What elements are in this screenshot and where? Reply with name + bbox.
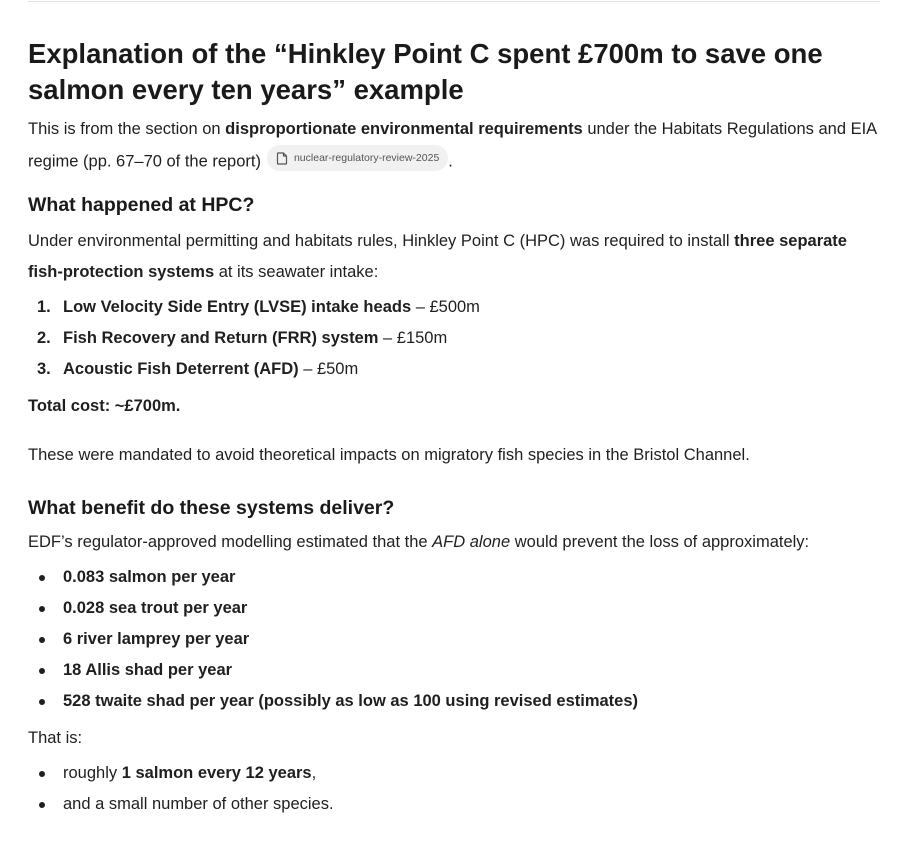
heading-benefit: What benefit do these systems deliver?	[28, 496, 395, 519]
total-cost	[28, 391, 880, 422]
species-item: 0.083 salmon per year	[63, 567, 236, 586]
summary-bold: 1 salmon every 12 years	[121, 763, 312, 782]
list-number: 1.	[37, 297, 51, 316]
top-divider	[28, 1, 880, 2]
intro-trailing: .	[448, 152, 453, 171]
summary-list	[28, 758, 880, 820]
benefit-text-after: would prevent the loss of approximately:	[510, 532, 810, 551]
bullet-icon	[39, 668, 45, 674]
species-item: 0.028 sea trout per year	[63, 598, 248, 617]
source-citation-chip[interactable]	[267, 145, 448, 171]
intro-paragraph	[28, 114, 880, 178]
list-item	[28, 593, 880, 624]
list-number: 2.	[37, 328, 51, 347]
benefit-italic: AFD alone	[432, 532, 511, 551]
list-item	[28, 354, 880, 385]
list-number: 3.	[37, 359, 51, 378]
hpc-paragraph	[28, 226, 880, 288]
benefit-text-before: EDF’s regulator-approved modelling estimated that the	[28, 532, 433, 551]
fish-protection-list	[28, 292, 880, 385]
intro-bold: disproportionate environmental requirements	[225, 120, 583, 138]
species-list	[28, 562, 880, 717]
document-icon	[276, 152, 288, 165]
hpc-text-before: Under environmental permitting and habitats rules, Hinkley Point C (HPC) was required to install	[28, 231, 735, 250]
that-is-text: That is:	[28, 728, 83, 747]
message-content	[28, 36, 880, 820]
list-item	[28, 562, 880, 593]
system-name: Low Velocity Side Entry (LVSE) intake heads	[63, 297, 412, 316]
summary-after: ,	[311, 763, 317, 782]
list-item	[28, 655, 880, 686]
benefit-paragraph	[28, 527, 880, 558]
system-cost: – £500m	[411, 297, 480, 316]
species-item: 6 river lamprey per year	[63, 629, 250, 648]
source-chip-label: nuclear-regulatory-review-2025	[293, 152, 440, 164]
intro-text-before: This is from the section on	[28, 120, 226, 138]
bullet-icon	[39, 606, 45, 612]
species-item: 528 twaite shad per year (possibly as low as 100 using revised estimates)	[63, 691, 639, 710]
bullet-icon	[39, 575, 45, 581]
mandated-paragraph: These were mandated to avoid theoretical impacts on migratory fish species in the Bristol Channel.	[28, 445, 750, 464]
summary-before: roughly	[63, 763, 122, 782]
bullet-icon	[39, 802, 45, 808]
list-item	[28, 789, 880, 820]
system-cost: – £150m	[378, 328, 448, 347]
species-item: 18 Allis shad per year	[63, 660, 233, 679]
intro-text-after: under the Habitats Regulations and EIA regime (pp. 67–70 of the report)	[28, 120, 877, 171]
bullet-icon	[39, 637, 45, 643]
bullet-icon	[39, 699, 45, 705]
list-item	[28, 758, 880, 789]
page-title: Explanation of the “Hinkley Point C spent £700m to save one salmon every ten years” example	[28, 38, 823, 105]
system-name: Fish Recovery and Return (FRR) system	[63, 328, 379, 347]
system-cost: – £50m	[298, 359, 359, 378]
list-item	[28, 292, 880, 323]
hpc-bold: three separate fish-protection systems	[28, 231, 847, 281]
system-name: Acoustic Fish Deterrent (AFD)	[63, 359, 299, 378]
list-item	[28, 624, 880, 655]
heading-what-happened: What happened at HPC?	[28, 193, 255, 216]
hpc-text-after: at its seawater intake:	[214, 262, 379, 281]
total-cost-text: Total cost: ~£700m.	[28, 396, 181, 415]
bullet-icon	[39, 771, 45, 777]
summary-before: and a small number of other species.	[63, 794, 334, 813]
list-item	[28, 323, 880, 354]
list-item	[28, 686, 880, 717]
